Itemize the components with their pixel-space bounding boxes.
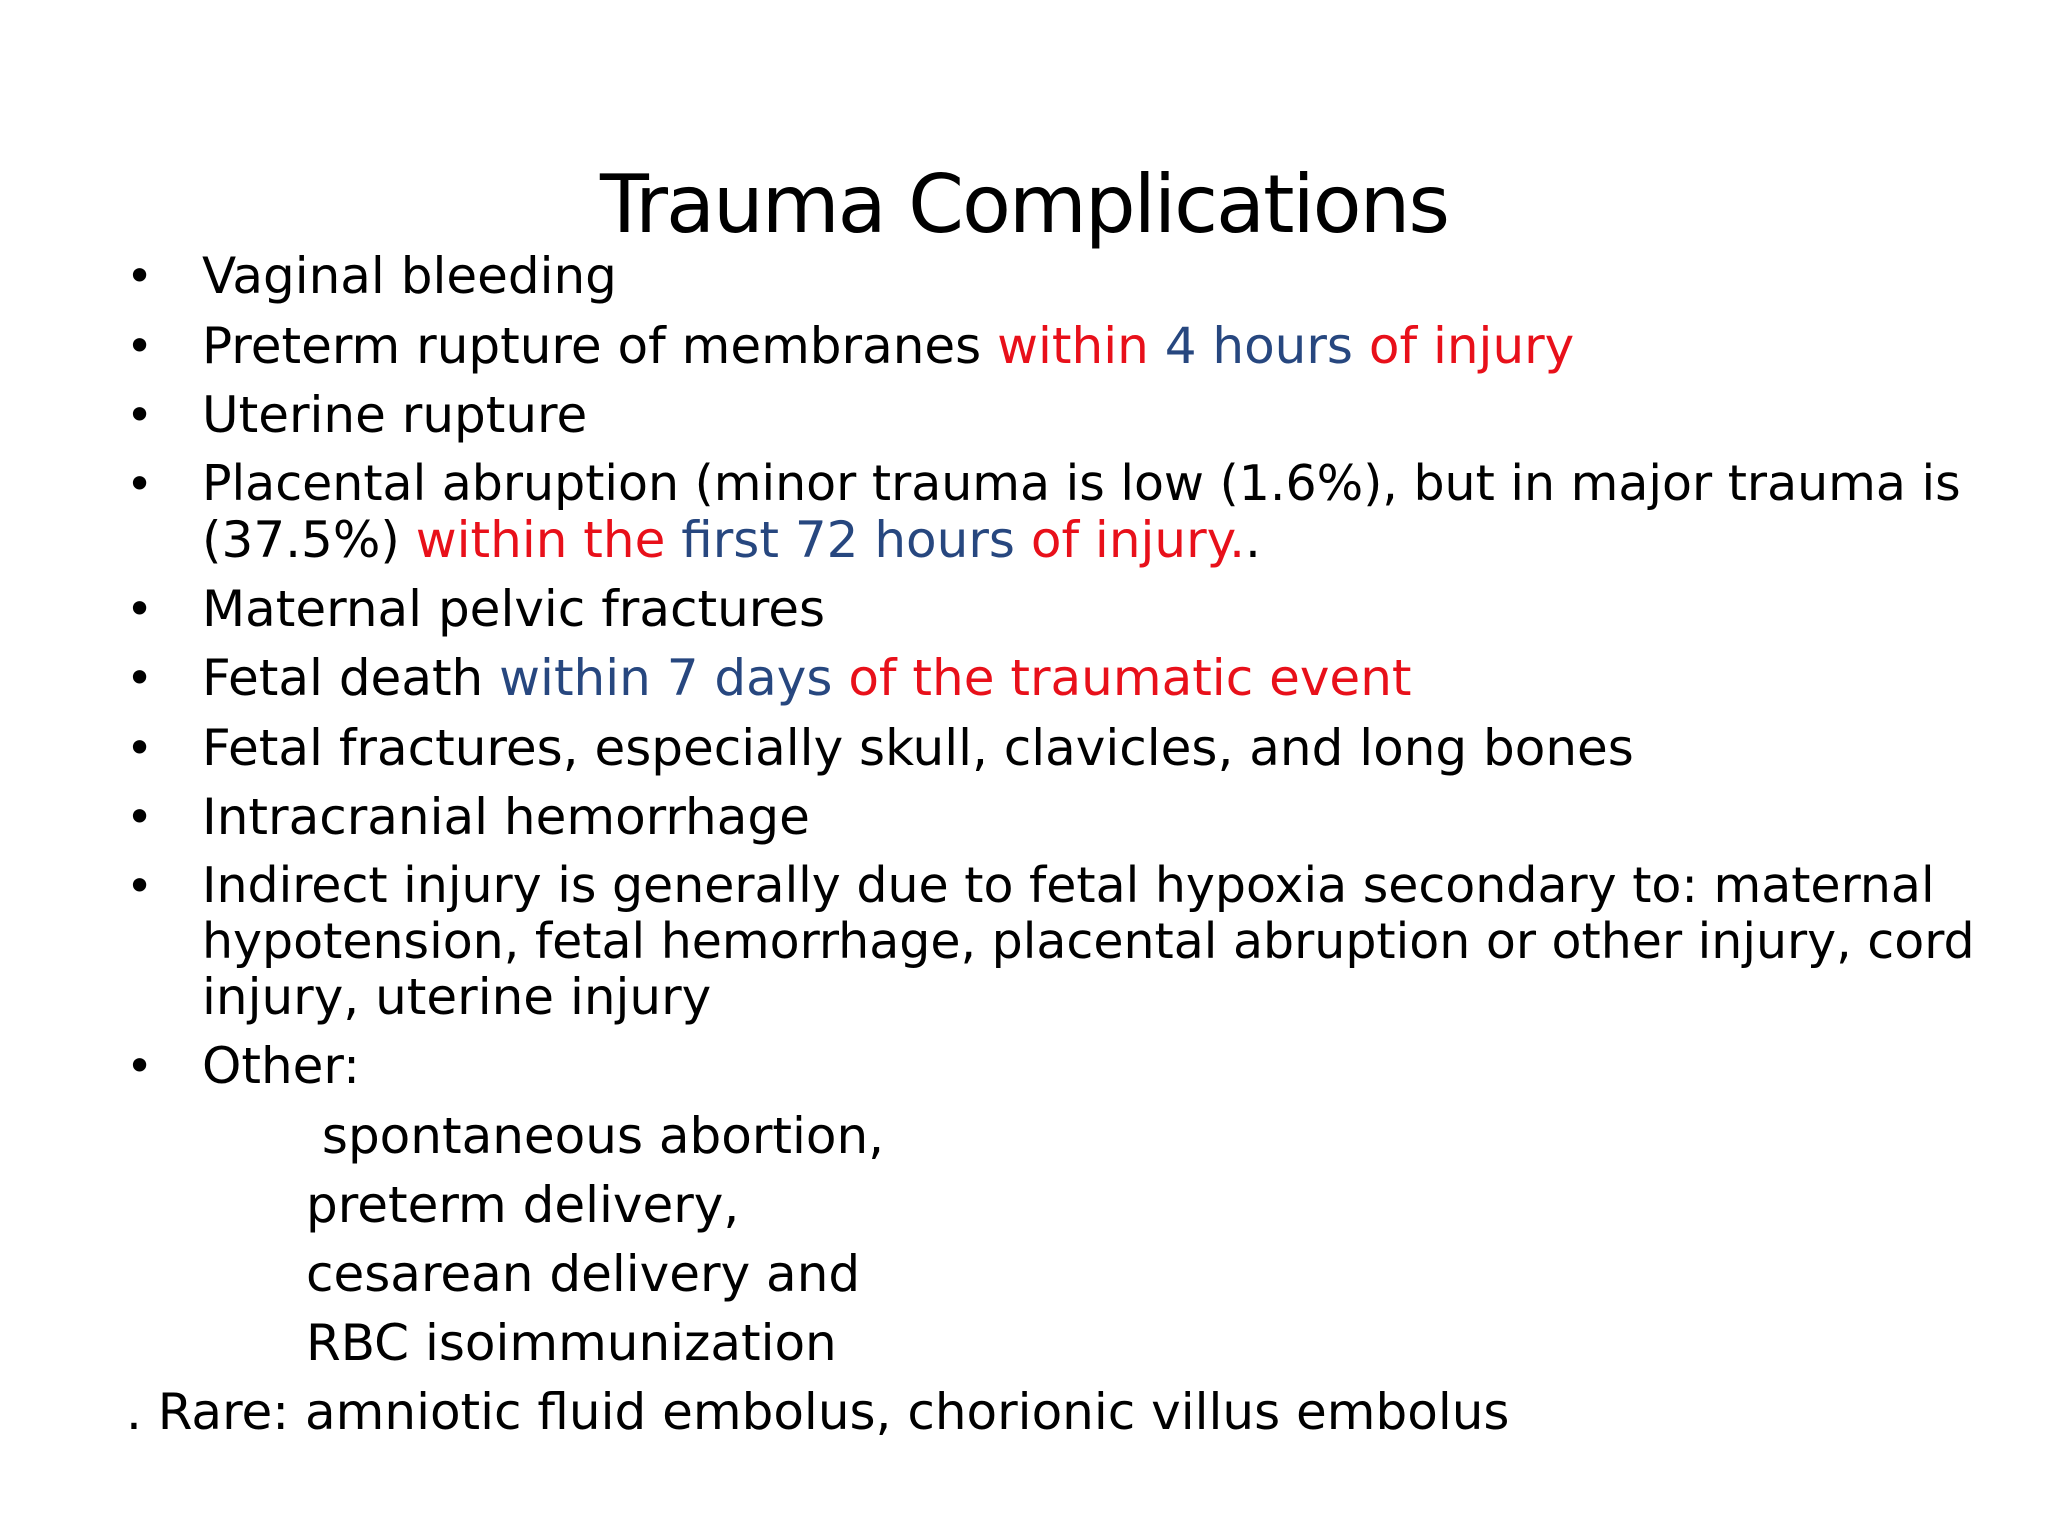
prom-of-injury: of injury (1352, 317, 1575, 375)
abruption-period: . (1245, 511, 1261, 569)
bullet-marker: • (126, 859, 154, 913)
list-item-prom (202, 318, 1574, 374)
bullet-marker: • (126, 319, 154, 373)
list-item-abruption-line2 (202, 512, 1261, 568)
bullet-marker: • (126, 388, 154, 442)
bullet-marker: • (126, 582, 154, 636)
other-sub-item: RBC isoimmunization (306, 1314, 837, 1372)
abruption-hours: first 72 hours (665, 511, 1015, 569)
list-item-uterine-rupture: Uterine rupture (202, 386, 588, 444)
fetal-death-text: Fetal death (202, 649, 500, 707)
fetal-death-days: within 7 days (499, 649, 833, 707)
slide-title: Trauma Complications (599, 158, 1448, 251)
fetal-death-event: of the traumatic event (832, 649, 1412, 707)
list-item-vaginal-bleeding: Vaginal bleeding (202, 247, 617, 305)
bullet-marker: • (126, 457, 154, 511)
bullet-marker: • (126, 249, 154, 303)
rare-note: . Rare: amniotic fluid embolus, chorionic villus embolus (126, 1383, 1510, 1441)
other-sub-item: preterm delivery, (306, 1176, 740, 1234)
abruption-percent: (37.5%) (202, 511, 416, 569)
list-item-indirect-line3: injury, uterine injury (202, 968, 712, 1026)
list-item-indirect-line2: hypotension, fetal hemorrhage, placental abruption or other injury, cord (202, 913, 1975, 970)
bullet-marker: • (126, 790, 154, 844)
prom-text: Preterm rupture of membranes (202, 317, 998, 375)
list-item-other: Other: (202, 1037, 360, 1095)
bullet-marker: • (126, 1039, 154, 1093)
other-sub-item: spontaneous abortion, (306, 1107, 885, 1165)
list-item-abruption-line1: Placental abruption (minor trauma is low (1.6%), but in major trauma is (202, 455, 1961, 512)
list-item-indirect-line1: Indirect injury is generally due to fetal hypoxia secondary to: maternal (202, 857, 1935, 914)
prom-within: within (997, 317, 1149, 375)
list-item-fetal-fractures: Fetal fractures, especially skull, clavicles, and long bones (202, 719, 1634, 777)
bullet-marker: • (126, 651, 154, 705)
list-item-ich: Intracranial hemorrhage (202, 788, 810, 846)
abruption-within: within the (415, 511, 666, 569)
list-item-pelvic: Maternal pelvic fractures (202, 580, 826, 638)
other-sub-item: cesarean delivery and (306, 1245, 861, 1303)
list-item-fetal-death (202, 650, 1412, 706)
abruption-of-injury: of injury. (1014, 511, 1246, 569)
bullet-marker: • (126, 721, 154, 775)
prom-hours: 4 hours (1148, 317, 1353, 375)
